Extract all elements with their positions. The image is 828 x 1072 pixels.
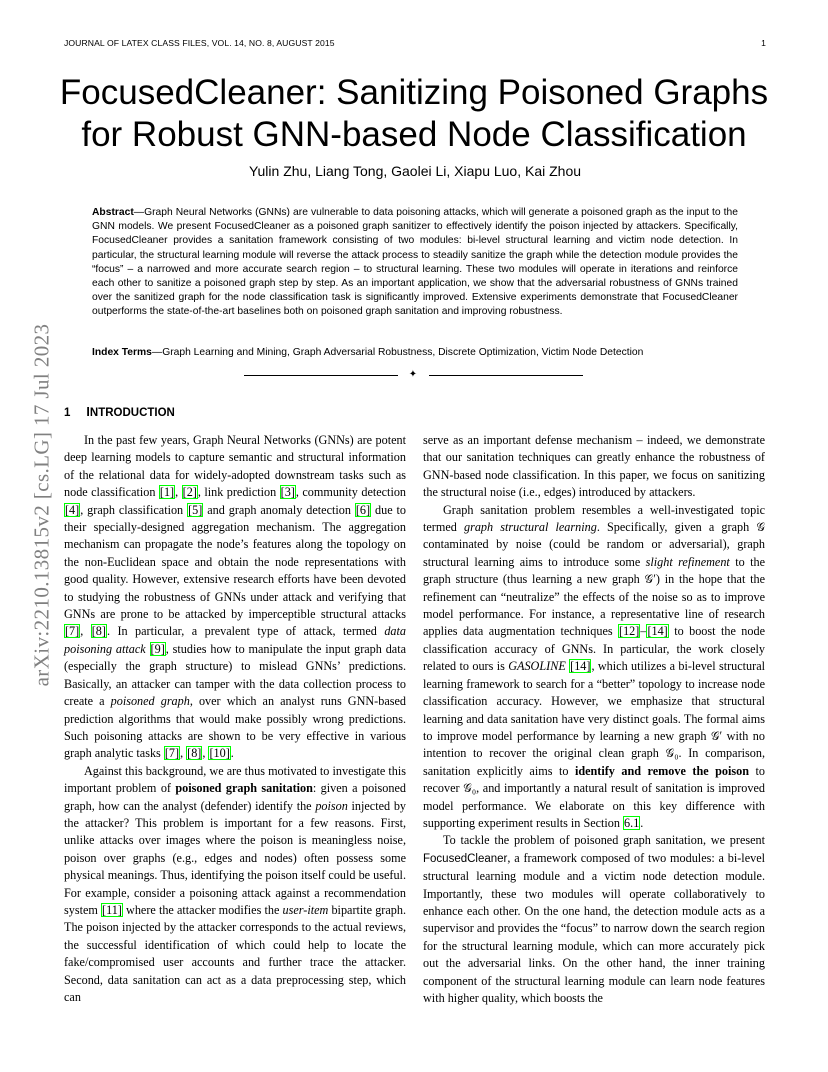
citation-link[interactable]: [10] [209,746,230,761]
arxiv-stamp-text: arXiv:2210.13815v2 [cs.LG] 17 Jul 2023 [29,323,54,687]
page-number: 1 [761,38,766,48]
text-run: – [640,624,647,639]
text-run: , [80,624,91,639]
math-symbol: 𝒢′ [644,572,656,587]
author-list: Yulin Zhu, Liang Tong, Gaolei Li, Xiapu Luo, Kai Zhou [248,163,582,179]
journal-line: JOURNAL OF LATEX CLASS FILES, VOL. 14, NO. 8, AUGUST 2015 [64,38,335,48]
citation-link[interactable]: [5] [188,502,203,517]
citation-link[interactable]: [8] [187,746,202,761]
text-run: . [640,815,644,830]
citation-link[interactable]: [3] [280,485,295,500]
emphasis: GASOLINE [508,659,566,674]
divider-diamond-icon: ✦ [408,369,418,380]
text-run: , community detection [295,485,407,500]
citation-link[interactable]: [12] [619,624,640,639]
text-run: : given a poisoned graph, how can the analyst (defender) identify the [64,781,406,813]
section-title-rest: NTRODUCTION [89,407,175,419]
citation-link[interactable]: [9] [150,641,165,656]
math-symbol: 𝒢₀ [665,746,679,761]
emphasis: data poisoning attack [64,624,406,656]
text-run: to the graph structure (thus learning a new graph [423,554,765,587]
section-number: 1 [64,407,71,419]
text-run: to boost the node classification accuracy of GNNs. In particular, the work closely related to ours is [423,624,765,674]
text-run: , link prediction [197,485,280,500]
text-run: bipartite graph. The poison injected by the attacker corresponds to the actual reviews, the successful identification of which could help to locate the fake/compromised user accounts and further trace the attacker. Second, data sanitation can act as a data preprocessing step, which can [64,902,407,1004]
text-run: due to their specially-designed aggregation mechanism. The aggregation mechanism can propagate the node’s features along the topology on the non-Euclidean space and obtain the node representations with good quality. However, extensive research efforts have been devoted to studying the robustness of GNNs under attack and verifying that GNNs are prone to be attacked by imperceptible structural attacks [64,502,407,622]
abstract-label: Abstract [92,207,134,218]
text-run: , over which an analyst runs GNN-based prediction algorithms that would make possibly wrong predictions. Such poisoning attacks are shown to be very effective in various graph analytic tasks [64,694,406,761]
text-run: In the past few years, Graph Neural Networks (GNNs) are potent deep learning models to capture semantic and structural information of the relational data for widely-adopted downstream tasks such as node classification [64,433,406,500]
text-run: . Specifically, given a graph [596,520,757,535]
citation-link[interactable]: [8] [91,624,106,639]
arxiv-stamp [22,290,62,720]
text-run: , [175,485,182,500]
text-run: and graph anomaly detection [203,502,355,517]
text-run: , which utilizes a bi-level structural learning framework to search for a “better” topology to increase node classification accuracy. However, we emphasize that structural learning and data sanitation have very distinct goals. The formal aims to improve model performance by learning a new graph [423,659,765,743]
emphasis: user-item [282,902,329,917]
text-run: , graph classification [80,502,188,517]
divider-rule-right [429,375,583,376]
paragraph [423,502,765,833]
text-run: To tackle the problem of poisoned graph sanitation, we present [443,833,765,848]
text-run: with no intention to recover the original clean graph [423,728,765,761]
text-run: injected by the attacker? This problem is important for a few reasons. First, unlike attacks over images where the poison is meaningless noise, poison over graphs (e.g., edges and nodes) often possess some physical meanings. Thus, identifying the poison itself could be useful. For example, consider a poisoning attack against a recommendation system [64,798,407,917]
paragraph [423,832,765,1007]
emphasis: poisoned graph [110,694,190,709]
text-run: , and importantly a natural result of sanitation is improved model performance. We elaborate on this key difference with supporting experiment results in Section [423,781,765,830]
text-run: serve as an important defense mechanism – indeed, we demonstrate that our sanitation techniques can greatly enhance the robustness of GNN-based node classification. In this paper, we focus on sanitizing the structural noise (i.e., edges) introduced by attackers. [423,433,765,500]
emphasis: graph structural learning [464,520,597,535]
running-head [64,38,766,48]
index-terms-text: —Graph Learning and Mining, Graph Adversarial Robustness, Discrete Optimization, Victim Node Detection [151,347,644,358]
text-run: , studies how to manipulate the input graph data (especially the graph structure) to mislead GNNs’ predictions. Basically, an attacker can tamper with the data collection process to create a [64,641,406,709]
abstract-text: —Graph Neural Networks (GNNs) are vulnerable to data poisoning attacks, which will generate a poisoned graph as the input to the GNN models. We present FocusedCleaner as a poisoned graph sanitizer to effectively identify the poison injected by attackers. Specifically, FocusedCleaner provides a sanitation framework consisting of two modules: bi-level structural learning and victim node detection. In particular, the structural learning module will reverse the attack process to steadily sanitize the graph while the detection module provides the “focus” – a narrowed and more accurate search region – to structural learning. These two modules will operate in iterations and reinforce each other to sanitize a poisoned graph step by step. As an important application, we show that the adversarial robustness of GNNs trained over the sanitized graph for the node classification task is significantly improved. Extensive experiments demonstrate that FocusedCleaner outperforms the state-of-the-art baselines both on poisoned graph sanitation and improving robustness. [92,207,738,318]
text-run: , a framework composed of two modules: a bi-level structural learning module and a victim node detection module. Importantly, these two modules will operate collaboratively to enhance each other. On the one hand, the detection module acts as a supervisor and provides the “focus” to narrow down the search region for the structural learning module, which can more accurately pick out the adversarial links. On the other hand, the inner training component of the structural learning module can learn node features with higher quality, which boosts the [423,850,765,1005]
citation-link[interactable]: [4] [65,502,80,517]
abstract [92,206,738,320]
emphasis: poison [315,798,348,813]
text-run: . In comparison, sanitation explicitly aims to [423,746,765,778]
section-heading [64,405,175,419]
section-ref-link[interactable]: 6.1 [624,815,640,830]
paper-title: FocusedCleaner: Sanitizing Poisoned Graphs for Robust GNN-based Node Classification [59,73,769,154]
text-run: Against this background, we are thus motivated to investigate this important problem of [64,763,406,796]
text-run: contaminated by noise (could be random or adversarial), graph structural learning aims to introduce some [423,537,765,569]
index-terms-label: Index Terms [92,347,152,358]
right-column [423,432,765,1007]
text-run: , [202,746,209,761]
text-run: . [230,746,234,761]
citation-link[interactable]: [2] [182,485,197,500]
math-symbol: 𝒢₀ [463,781,477,796]
paragraph [64,432,406,763]
divider-rule-left [244,375,398,376]
text-run [146,642,150,656]
citation-link[interactable]: [14] [647,624,668,639]
bold-term: poisoned graph sanitation [175,781,313,796]
citation-link[interactable]: [1] [159,485,175,500]
text-run: . In particular, a prevalent type of attack, termed [106,624,385,639]
index-terms [92,347,738,358]
left-column [64,432,406,1006]
text-run: ) in the hope that the refinement can “neutralize” the effects of the noise so as to improve model performance. For instance, a representative line of research applies data augmentation techniques [423,572,765,639]
text-run: where the attacker modifies the [122,902,283,917]
text-run: Graph sanitation problem resembles a well-investigated topic termed [423,502,765,535]
citation-link[interactable]: [7] [65,624,80,639]
math-symbol: 𝒢 [756,520,766,535]
citation-link[interactable]: [6] [355,502,371,517]
citation-link[interactable]: [7] [164,746,180,761]
citation-link[interactable]: [14] [570,659,591,674]
paragraph [423,432,765,502]
emphasis: slight refinement [645,554,730,569]
citation-link[interactable]: [11] [102,902,122,917]
text-run: , [180,746,187,761]
bold-term: identify and remove the poison [574,763,750,778]
section-title-initial: I [86,405,90,419]
method-name: FocusedCleaner [423,852,508,865]
math-symbol: 𝒢′ [710,728,723,743]
text-run: to recover [423,763,765,796]
paragraph [64,763,406,1007]
